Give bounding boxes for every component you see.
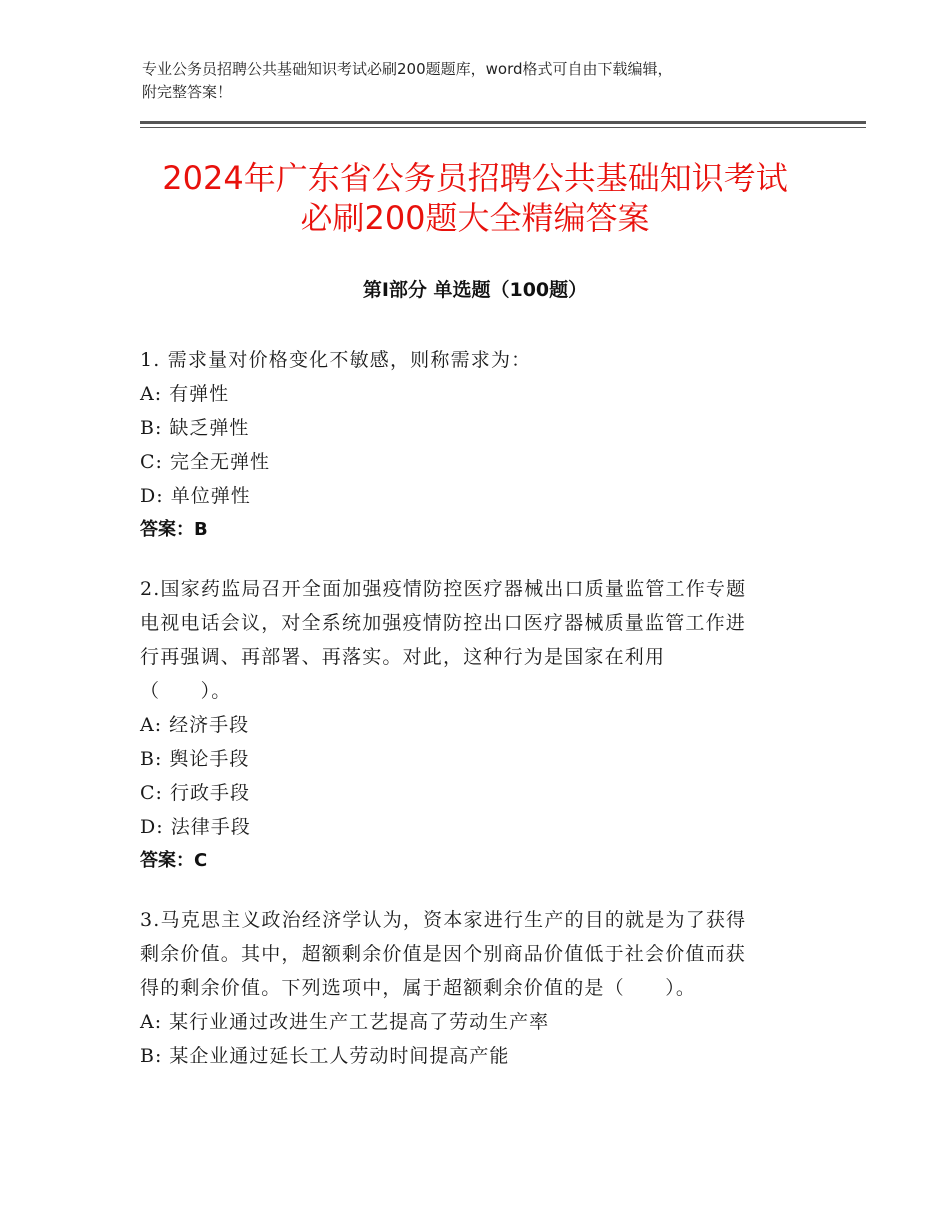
option-b <box>140 742 805 776</box>
option-label: D: <box>140 816 164 838</box>
question-stem-line-2: 剩余价值。其中，超额剩余价值是因个别商品价值低于社会价值而获 <box>140 943 747 965</box>
option-text: 行政手段 <box>170 782 251 804</box>
option-label: C: <box>140 451 163 473</box>
option-text: 法律手段 <box>170 816 251 838</box>
option-a <box>140 1005 805 1039</box>
option-text: 单位弹性 <box>170 485 251 507</box>
option-text: 某企业通过延长工人劳动时间提高产能 <box>169 1045 510 1067</box>
header-rule-thick <box>140 121 866 124</box>
option-label: A: <box>140 1011 163 1033</box>
document-title <box>100 158 850 238</box>
question-2 <box>140 572 805 878</box>
header-note-line-1: 专业公务员招聘公共基础知识考试必刷200题题库，word格式可自由下载编辑， <box>142 60 673 78</box>
option-text: 有弹性 <box>169 383 230 405</box>
option-text: 某行业通过改进生产工艺提高了劳动生产率 <box>169 1011 550 1033</box>
option-text: 经济手段 <box>169 714 250 736</box>
option-d <box>140 479 805 513</box>
header-note-line-2: 附完整答案！ <box>142 83 233 101</box>
option-label: B: <box>140 748 163 770</box>
question-stem-line-1: 3.马克思主义政治经济学认为，资本家进行生产的目的就是为了获得 <box>140 909 747 931</box>
question-3 <box>140 903 805 1073</box>
option-a <box>140 708 805 742</box>
question-stem: 1. 需求量对价格变化不敏感，则称需求为： <box>140 349 532 371</box>
question-stem-line-1: 2.国家药监局召开全面加强疫情防控医疗器械出口质量监管工作专题 <box>140 578 747 600</box>
answer-key: 答案：C <box>140 850 208 871</box>
option-label: B: <box>140 1045 163 1067</box>
question-stem-line-3: 得的剩余价值。下列选项中，属于超额剩余价值的是（ ）。 <box>140 977 697 999</box>
option-label: A: <box>140 383 163 405</box>
option-label: A: <box>140 714 163 736</box>
option-label: C: <box>140 782 163 804</box>
question-list <box>140 343 805 1098</box>
option-label: D: <box>140 485 164 507</box>
question-stem-line-4: （ ）。 <box>140 680 232 702</box>
document-title-line-1: 2024年广东省公务员招聘公共基础知识考试 <box>162 159 788 197</box>
question-stem-line-3: 行再强调、再部署、再落实。对此，这种行为是国家在利用 <box>140 646 666 668</box>
option-text: 舆论手段 <box>169 748 250 770</box>
option-text: 缺乏弹性 <box>169 417 250 439</box>
option-d <box>140 810 805 844</box>
header-note <box>142 58 802 104</box>
document-title-line-2: 必刷200题大全精编答案 <box>300 199 650 237</box>
section-title: 第Ⅰ部分 单选题（100题） <box>362 279 588 301</box>
option-b <box>140 411 805 445</box>
header-rule-thin <box>140 127 866 128</box>
option-b <box>140 1039 805 1073</box>
option-c <box>140 445 805 479</box>
answer-key: 答案：B <box>140 519 208 540</box>
option-c <box>140 776 805 810</box>
option-label: B: <box>140 417 163 439</box>
option-text: 完全无弹性 <box>170 451 271 473</box>
question-1 <box>140 343 805 547</box>
question-stem-line-2: 电视电话会议，对全系统加强疫情防控出口医疗器械质量监管工作进 <box>140 612 747 634</box>
option-a <box>140 377 805 411</box>
